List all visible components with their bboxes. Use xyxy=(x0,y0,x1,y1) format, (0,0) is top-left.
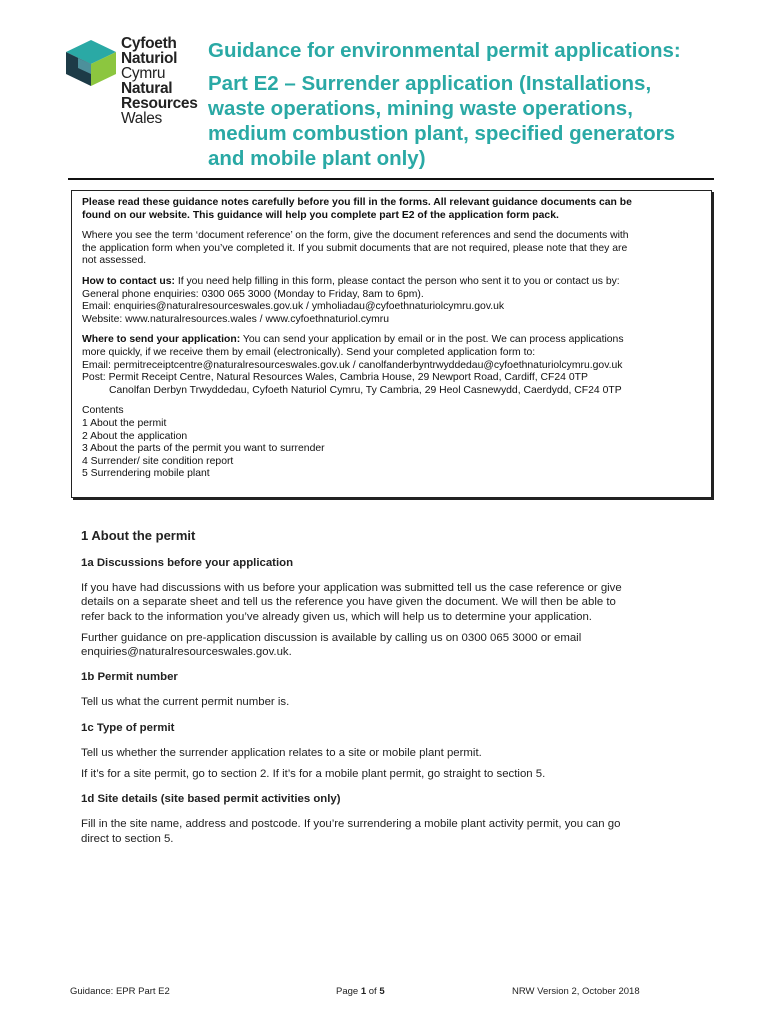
contents-item[interactable]: 3 About the parts of the permit you want to surrender xyxy=(82,443,325,455)
subsection-heading-1a: 1a Discussions before your application xyxy=(81,557,294,569)
page-of: of xyxy=(366,986,380,997)
subsection-heading-1d: 1d Site details (site based permit activities only) xyxy=(81,793,341,806)
document-reference-note xyxy=(82,230,701,268)
footer-page-number xyxy=(336,986,385,997)
send-text: more quickly, if we receive them by email (electronically). Send your completed application form to: xyxy=(82,346,536,358)
title-line: Guidance for environmental permit applications: xyxy=(208,39,681,62)
paragraph: Tell us whether the surrender application relates to a site or mobile plant permit. xyxy=(81,746,482,759)
page-prefix: Page xyxy=(336,986,361,997)
intro-notice xyxy=(82,197,701,222)
paragraph xyxy=(81,581,701,624)
text-line: refer back to the information you’ve already given us, which will help us to determine your application. xyxy=(81,610,592,623)
send-post: Post: Permit Receipt Centre, Natural Resources Wales, Cambria House, 29 Newport Road, Cardiff, CF24 0TP xyxy=(82,372,588,384)
section-about-permit xyxy=(81,528,701,853)
send-heading: Where to send your application: xyxy=(82,334,241,346)
contents-heading: Contents xyxy=(82,405,124,417)
subsection-heading-1c: 1c Type of permit xyxy=(81,721,175,734)
send-text: You can send your application by email or in the post. We can process applications xyxy=(240,334,624,346)
contents-list xyxy=(82,405,701,481)
logo-line: Resources xyxy=(121,95,198,112)
contact-text: If you need help filling in this form, please contact the person who sent it to you or contact us by: xyxy=(174,275,620,287)
contact-section xyxy=(82,276,701,326)
nrw-logo xyxy=(66,35,206,127)
page-current: 1 xyxy=(360,986,367,997)
paragraph: If it’s for a site permit, go to section 2. If it’s for a mobile plant permit, go straight to section 5. xyxy=(81,768,546,781)
intro-notice-line: found on our website. This guidance will help you complete part E2 of the application form pack. xyxy=(82,209,559,221)
logo-line: Cymru xyxy=(121,65,166,82)
footer-right: NRW Version 2, October 2018 xyxy=(512,986,640,997)
page-title xyxy=(208,38,708,171)
text-line: direct to section 5. xyxy=(81,832,174,845)
paragraph xyxy=(81,631,701,660)
logo-line: Natural xyxy=(121,80,173,97)
contact-email[interactable]: Email: enquiries@naturalresourceswales.gov.uk / ymholiadau@cyfoethnaturiolcymru.gov.uk xyxy=(82,301,505,313)
title-line: Part E2 – Surrender application (Installations, xyxy=(208,72,652,95)
contents-item[interactable]: 1 About the permit xyxy=(82,417,167,429)
title-line: medium combustion plant, specified generators xyxy=(208,122,676,145)
text-line: enquiries@naturalresourceswales.gov.uk. xyxy=(81,646,292,659)
footer-left: Guidance: EPR Part E2 xyxy=(70,986,170,997)
send-section xyxy=(82,334,701,397)
doc-ref-line: the application form when you’ve completed it. If you submit documents that are not required, please note that they are xyxy=(82,242,628,254)
text-line: details on a separate sheet and tell us the reference you have given the document. We will then be able to xyxy=(81,596,616,609)
logo-line: Cyfoeth xyxy=(121,35,177,52)
paragraph xyxy=(81,817,701,846)
send-post-welsh: Canolfan Derbyn Trwyddedau, Cyfoeth Naturiol Cymru, Ty Cambria, 29 Heol Casnewydd, Caerdydd, CF24 0TP xyxy=(109,384,622,396)
contact-website[interactable]: Website: www.naturalresources.wales / www.cyfoethnaturiol.cymru xyxy=(82,313,390,325)
logo-line: Wales xyxy=(121,110,162,127)
doc-ref-line: Where you see the term ‘document reference’ on the form, give the document references and send the documents with xyxy=(82,230,629,242)
contents-item[interactable]: 5 Surrendering mobile plant xyxy=(82,468,210,480)
contact-heading: How to contact us: xyxy=(82,275,175,287)
text-line: Further guidance on pre-application discussion is available by calling us on 0300 065 3000 or email xyxy=(81,631,582,644)
title-line: and mobile plant only) xyxy=(208,147,426,170)
header-divider xyxy=(68,178,714,180)
contents-item[interactable]: 2 About the application xyxy=(82,430,188,442)
intro-box xyxy=(71,190,712,498)
logo-line: Naturiol xyxy=(121,50,178,67)
page-total: 5 xyxy=(379,986,385,997)
title-line: waste operations, mining waste operations, xyxy=(208,97,633,120)
send-email[interactable]: Email: permitreceiptcentre@naturalresourceswales.gov.uk / canolfanderbyntrwyddedau@cyfoethnaturiolcymru.gov.uk xyxy=(82,359,623,371)
text-line: If you have had discussions with us before your application was submitted tell us the case reference or give xyxy=(81,582,622,594)
nrw-logo-icon xyxy=(66,40,116,86)
subsection-heading-1b: 1b Permit number xyxy=(81,671,178,684)
doc-ref-line: not assessed. xyxy=(82,255,147,267)
contents-item[interactable]: 4 Surrender/ site condition report xyxy=(82,455,234,467)
text-line: Fill in the site name, address and postcode. If you’re surrendering a mobile plant activity permit, you can go xyxy=(81,818,621,831)
logo-wordmark xyxy=(121,36,198,126)
section-heading: 1 About the permit xyxy=(81,528,196,543)
intro-notice-line: Please read these guidance notes carefully before you fill in the forms. All relevant guidance documents can be xyxy=(82,197,632,208)
paragraph: Tell us what the current permit number is. xyxy=(81,696,290,709)
contact-phone: General phone enquiries: 0300 065 3000 (Monday to Friday, 8am to 6pm). xyxy=(82,288,424,300)
